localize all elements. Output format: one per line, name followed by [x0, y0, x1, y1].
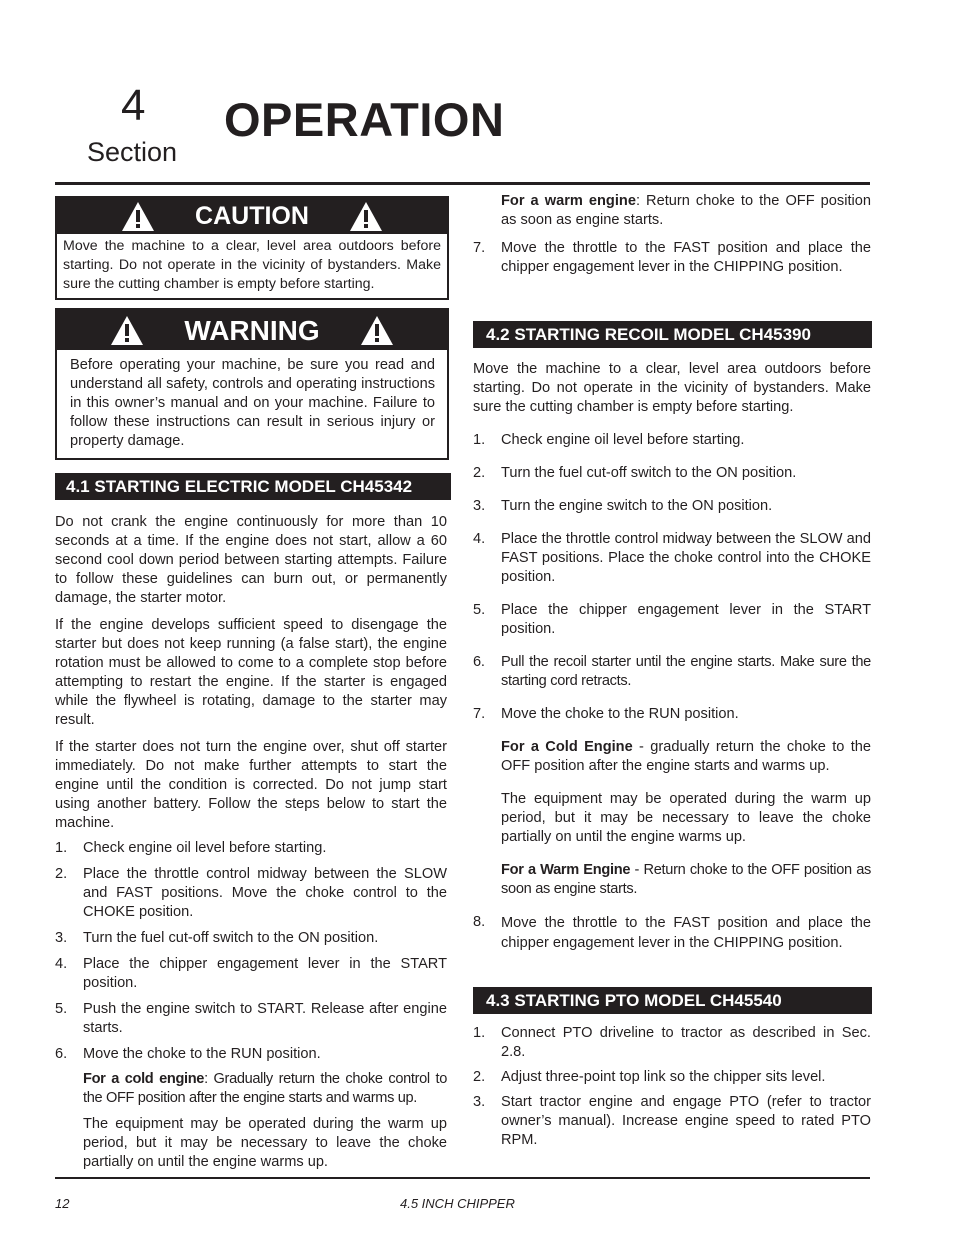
left-column [55, 196, 447, 1172]
list-item: 4. Place the chipper engagement lever in the START position. [55, 956, 447, 991]
caution-label: CAUTION [195, 201, 309, 230]
warning-text: Before operating your machine, be sure you read and understand all safety, controls and operating instructions in this owner’s manual and on your machine. Failure to follow these instructions can result in serious injury or property damage. [70, 357, 435, 449]
caution-text: Move the machine to a clear, level area outdoors before starting. Do not operate in the vicinity of bystanders. Make sure the cutting chamber is empty before starting. [63, 238, 441, 292]
list-item: 3. Turn the fuel cut-off switch to the ON position. [55, 930, 379, 946]
warning-label: WARNING [184, 314, 320, 346]
list-item: 2. Place the throttle control midway between the SLOW and FAST positions. Move the choke control to the CHOKE position. [55, 866, 447, 920]
list-item: 3. Turn the engine switch to the ON position. [473, 498, 773, 514]
warning-triangle-icon [110, 315, 144, 346]
steps-list-4-1 [55, 839, 447, 1064]
warmup-note: The equipment may be operated during the warm up period, but it may be necessary to leave the choke partially on until the engine warms up. [501, 791, 871, 845]
paragraph: If the engine develops sufficient speed to disengage the starter but does not keep running (a false start), the engine rotation must be allowed to come to a complete stop before attempting to restart the engine. If the starter is engaged while the flywheel is rotating, damage to the starter may result. [55, 617, 447, 728]
list-item: 1. Check engine oil level before starting. [473, 432, 745, 448]
list-item: 7. Move the choke to the RUN position. [473, 706, 739, 722]
section-number: 4 [121, 81, 146, 130]
list-item: 1. Connect PTO driveline to tractor as described in Sec. 2.8. [473, 1025, 871, 1060]
list-item: 3. Start tractor engine and engage PTO (refer to tractor owner’s manual). Increase engine speed to rated PTO RPM. [473, 1094, 871, 1148]
list-item: 6. Move the choke to the RUN position. [55, 1046, 321, 1062]
list-item: 8. Move the throttle to the FAST position and place the chipper engagement lever in the CHIPPING position. [473, 914, 871, 951]
footer-title: 4.5 INCH CHIPPER [400, 1196, 515, 1211]
warm-engine-note: For a Warm Engine - Return choke to the OFF position as soon as engine starts. [501, 862, 872, 897]
warning-box [55, 308, 449, 460]
list-item: 4. Place the throttle control midway between the SLOW and FAST positions. Place the choke control into the CHOKE position. [473, 531, 871, 585]
steps-list-4-2 [473, 431, 871, 724]
list-item: 2. Adjust three-point top link so the chipper sits level. [473, 1069, 826, 1085]
header-rule [55, 182, 870, 185]
warning-triangle-icon [121, 201, 155, 232]
section-heading-4-3: 4.3 STARTING PTO MODEL CH45540 [473, 987, 872, 1014]
warning-triangle-icon [349, 201, 383, 232]
section-heading-4-2: 4.2 STARTING RECOIL MODEL CH45390 [473, 321, 872, 348]
cold-engine-note: For a cold engine: Gradually return the choke control to the OFF position after the engine starts and warms up. [83, 1071, 447, 1106]
paragraph: Move the machine to a clear, level area outdoors before starting. Do not operate in the vicinity of bystanders. Make sure the cutting chamber is empty before starting. [473, 361, 871, 415]
list-item: 2. Turn the fuel cut-off switch to the ON position. [473, 465, 797, 481]
steps-list-4-1-cont [473, 239, 871, 277]
list-item: 6. Pull the recoil starter until the engine starts. Make sure the starting cord retracts. [473, 654, 871, 689]
steps-list-4-2-cont [473, 913, 871, 953]
warning-triangle-icon [360, 315, 394, 346]
caution-box [55, 196, 449, 300]
right-column [473, 192, 871, 1150]
section-word: Section [87, 137, 178, 167]
warning-header [57, 310, 447, 350]
section-heading-4-1: 4.1 STARTING ELECTRIC MODEL CH45342 [55, 473, 451, 500]
page-number: 12 [55, 1196, 70, 1211]
list-item: 5. Push the engine switch to START. Release after engine starts. [55, 1001, 447, 1036]
footer-rule [55, 1177, 870, 1179]
list-item: 5. Place the chipper engagement lever in the START position. [473, 602, 871, 637]
steps-list-4-3 [473, 1024, 871, 1150]
warmup-note: The equipment may be operated during the warm up period, but it may be necessary to leave the choke partially on until the engine warms up. [83, 1116, 447, 1170]
caution-header [57, 198, 447, 234]
list-item: 1. Check engine oil level before starting. [55, 840, 327, 856]
page-title: OPERATION [224, 93, 505, 146]
paragraph: Do not crank the engine continuously for more than 10 seconds at a time. If the engine does not start, allow a 60 second cool down period between starting attempts. Failure to follow these guidelines can burn out, or permanently damage, the starter motor. [55, 514, 447, 606]
warm-engine-note: For a warm engine: Return choke to the OFF position as soon as engine starts. [501, 193, 871, 228]
list-item: 7. Move the throttle to the FAST position and place the chipper engagement lever in the CHIPPING position. [473, 240, 871, 275]
cold-engine-note: For a Cold Engine - gradually return the choke to the OFF position after the engine starts and warms up. [501, 739, 871, 774]
paragraph: If the starter does not turn the engine over, shut off starter immediately. Do not make further attempts to start the engine until the condition is corrected. Do not jump start using another battery. Follow the steps below to start the machine. [55, 739, 447, 831]
